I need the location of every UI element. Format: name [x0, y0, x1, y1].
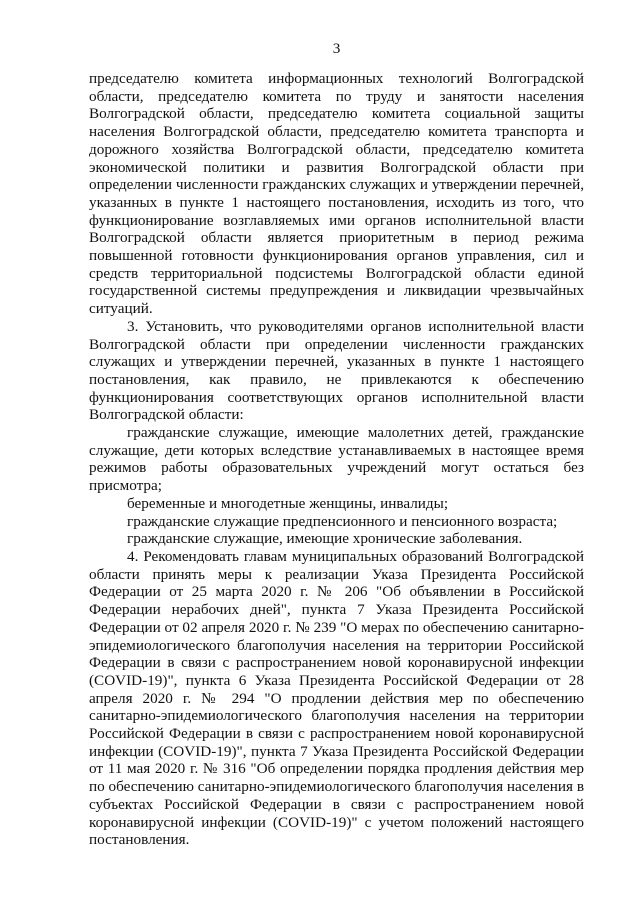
paragraph-continuation: председателю комитета информационных технологий Волгоградской области, председателю комитета по труду и занятости населения Волгоградской области, председателю комитета социальной защиты населения Волгоградской области, председателю комитета транспорта и дорожного хозяйства Волгоградской области, председателю комитета экономической политики и развития Волгоградской области при определении численности гражданских служащих и утверждении перечней, указанных в пункте 1 настоящего постановления, исходить из того, что функционирование возглавляемых ими органов исполнительной власти Волгоградской области является приоритетным в период режима повышенной готовности функционирования органов управления, сил и средств территориальной подсистемы Волгоградской области единой государственной системы предупреждения и ликвидации чрезвычайных ситуаций.	[89, 70, 584, 318]
list-item-parents: гражданские служащие, имеющие малолетних детей, гражданские служащие, дети которых вследствие устанавливаемых в настоящее время режимов работы образовательных учреждений могут остаться без присмотра;	[89, 424, 584, 495]
paragraph-clause-4: 4. Рекомендовать главам муниципальных образований Волгоградской области принять меры к реализации Указа Президента Российской Федерации от 25 марта 2020 г. № 206 "Об объявлении в Российской Федерации нерабочих дней", пункта 7 Указа Президента Российской Федерации от 02 апреля 2020 г. № 239 "О мерах по обеспечению санитарно-эпидемиологического благополучия населения на территории Российской Федерации в связи с распространением новой коронавирусной инфекции (COVID-19)", пункта 6 Указа Президента Российской Федерации от 28 апреля 2020 г. № 294 "О продлении действия мер по обеспечению санитарно-эпидемиологического благополучия населения на территории Российской Федерации в связи с распространением новой коронавирусной инфекции (COVID-19)", пункта 7 Указа Президента Российской Федерации от 11 мая 2020 г. № 316 "Об определении порядка продления действия мер по обеспечению санитарно-эпидемиологического благополучия населения в субъектах Российской Федерации в связи с распространением новой коронавирусной инфекции (COVID-19)" с учетом положений настоящего постановления.	[89, 547, 584, 849]
page-number: 3	[332, 40, 341, 57]
list-item-pregnant: беременные и многодетные женщины, инвалиды;	[127, 494, 449, 512]
list-item-pension-age: гражданские служащие предпенсионного и пенсионного возраста;	[127, 512, 558, 530]
list-item-chronic: гражданские служащие, имеющие хронические заболевания.	[127, 530, 523, 548]
document-body	[89, 70, 584, 849]
paragraph-clause-3: 3. Установить, что руководителями органов исполнительной власти Волгоградской области при определении численности гражданских служащих и утверждении перечней, указанных в пункте 1 настоящего постановления, как правило, не привлекаются к обеспечению функционирования соответствующих органов исполнительной власти Волгоградской области:	[89, 317, 584, 424]
